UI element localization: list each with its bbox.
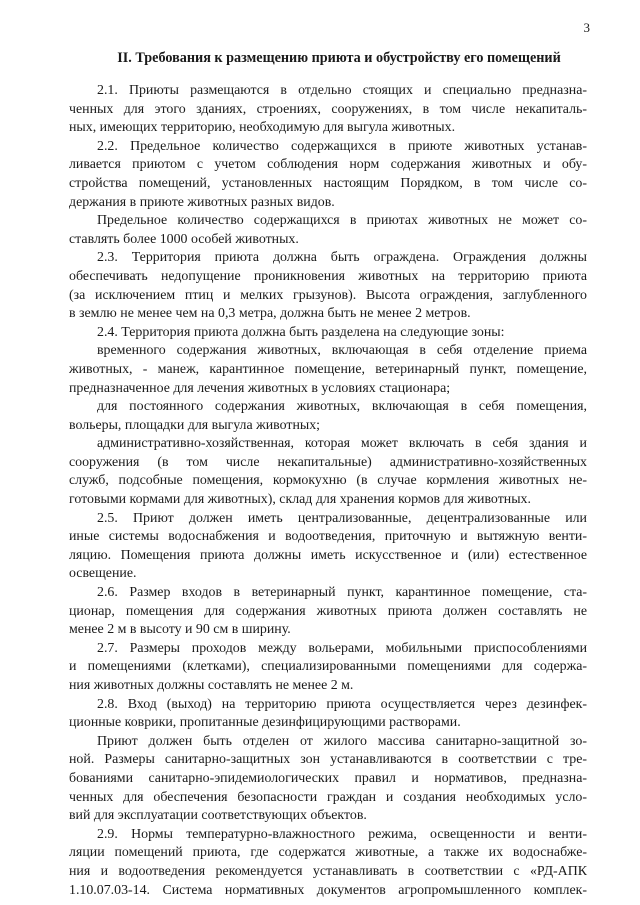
paragraph [69,584,587,640]
text-line: Приют должен быть отделен от жилого массива санитарно-защитной зо- [97,733,587,749]
text-line: сооружения (в том числе некапитальные) административно-хозяйственных [69,454,587,470]
text-line: держания в приюте животных разных видов. [69,194,335,210]
text-line: стройства помещений, установленных настоящим Порядком, в том числе со- [69,175,587,191]
text-line: административно-хозяйственная, которая может включать в себя здания и [97,436,587,452]
paragraph [69,324,587,343]
paragraph [69,138,587,212]
paragraph [69,82,587,138]
section-heading: II. Требования к размещению приюта и обустройству его помещений [117,50,561,66]
text-line: ляцию. Помещения приюта должны иметь искусственное и (или) естественное [69,547,587,563]
text-line: 2.4. Территория приюта должна быть разделена на следующие зоны: [97,324,505,340]
text-line: (за исключением птиц и мелких грызунов). Высота ограждения, заглубленного [69,287,587,303]
text-line: 2.6. Размер входов в ветеринарный пункт, карантинное помещение, ста- [97,585,587,601]
text-line: вий для эксплуатации соответствующих объектов. [69,808,367,824]
text-line: ния животных должны составлять не менее 2 м. [69,678,354,693]
paragraph [69,249,587,323]
text-line: животных, - манеж, карантинное помещение, ветеринарный пункт, помещение, [69,361,587,377]
paragraph [69,435,587,509]
text-line: ставлять более 1000 особей животных. [69,231,299,247]
paragraph [69,696,587,733]
text-line: менее 2 м в высоту и 90 см в ширину. [69,622,291,638]
paragraph [69,826,587,900]
paragraph [69,510,587,584]
text-line: 2.8. Вход (выход) на территорию приюта осуществляется через дезинфек- [97,696,587,712]
text-line: ченных для этого зданиях, строениях, сооружениях, в том числе некапиталь- [69,101,587,117]
page-number: 3 [583,20,590,35]
paragraph [69,398,587,435]
document-body [69,82,587,900]
text-line: обеспечивать недопущение проникновения животных на территорию приюта [69,268,587,284]
text-line: предназначенное для лечения животных в условиях стационара; [69,380,451,396]
text-line: в землю не менее чем на 0,3 метра, должна быть не менее 2 метров. [69,306,471,322]
paragraph [69,212,587,249]
text-line: служб, подсобные помещения, кормокухню (в случае кормления животных не- [69,473,587,489]
paragraph [69,342,587,398]
text-line: ных, имеющих территорию, необходимую для выгула животных. [69,120,456,136]
text-line: 2.7. Размеры проходов между вольерами, мобильными приспособлениями [97,640,587,656]
text-line: освещение. [69,566,137,582]
text-line: временного содержания животных, включающая в себя отделение приема [97,343,587,359]
text-line: 2.5. Приют должен иметь централизованные, децентрализованные или [97,510,587,526]
text-line: ния и водоотведения рекомендуется устанавливать в соответствии с «РД-АПК [69,863,587,879]
text-line: иные системы водоснабжения и водоотведения, приточную и вытяжную венти- [69,529,587,545]
text-line: и помещениями (клетками), специализированными помещениями для содержа- [69,659,587,675]
text-line: 2.2. Предельное количество содержащихся в приюте животных устанав- [97,138,587,154]
text-line: ливается приютом с учетом соблюдения норм содержания животных и обу- [69,157,587,173]
text-line: бованиями санитарно-эпидемиологических правил и нормативов, предназна- [69,770,587,786]
text-line: готовыми кормами для животных), склад для хранения кормов для животных. [69,492,531,508]
text-line: Предельное количество содержащихся в приютах животных не может со- [97,213,587,229]
paragraph [69,640,587,696]
text-line: ной. Размеры санитарно-защитных зон устанавливаются в соответствии с тре- [69,752,587,768]
text-line: вольеры, площадки для выгула животных; [69,417,321,433]
text-line: ченных для обеспечения безопасности граждан и создания необходимых усло- [69,789,587,805]
text-line: 2.9. Нормы температурно-влажностного режима, освещенности и венти- [97,826,587,842]
text-line: ционар, помещения для содержания животных приюта должен составлять не [69,603,587,619]
text-line: ционные коврики, пропитанные дезинфицирующими растворами. [69,715,461,731]
text-line: для постоянного содержания животных, включающая в себя помещения, [97,399,587,415]
text-line: ляции помещений приюта, где содержатся животные, а также их водоснабже- [69,845,587,861]
text-line: 2.3. Территория приюта должна быть ограждена. Ограждения должны [97,250,587,266]
text-line: 2.1. Приюты размещаются в отдельно стоящих и специально предназна- [97,83,587,98]
text-line: 1.10.07.03-14. Система нормативных документов агропромышленного комплек- [69,882,587,898]
paragraph [69,733,587,826]
